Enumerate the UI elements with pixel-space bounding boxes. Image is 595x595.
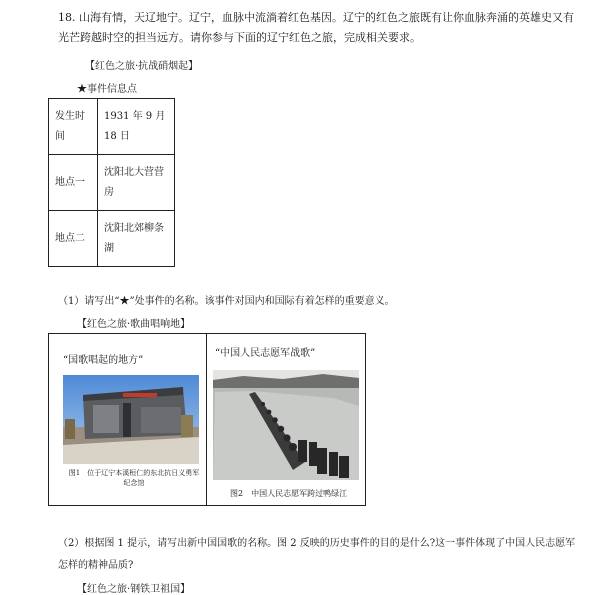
figure2-quote: “中国人民志愿军战歌”	[215, 348, 316, 359]
table-value: 沈阳北郊柳条湖	[98, 211, 175, 267]
event-info-table	[48, 98, 175, 267]
figure2-caption: 图2 中国人民志愿军跨过鸭绿江	[230, 489, 348, 498]
table-value: 沈阳北大营营房	[98, 155, 175, 211]
section-title-3: 【红色之旅·钢铁卫祖国】	[77, 584, 191, 595]
table-row	[49, 99, 175, 155]
table-value: 1931 年 9 月 18 日	[98, 99, 175, 155]
event-info-label: ★事件信息点	[77, 84, 137, 95]
river-crossing-photo	[213, 370, 359, 480]
memorial-hall-photo	[63, 375, 199, 464]
figure1-quote: “国歌唱起的地方”	[63, 355, 144, 366]
section-title-2: 【红色之旅·歌曲唱响地】	[77, 319, 191, 330]
figure-divider	[206, 333, 207, 506]
table-label: 发生时间	[49, 99, 98, 155]
question-2: （2）根据图 1 提示，请写出新中国国歌的名称。图 2 反映的历史事件的目的是什么?这一事件体现了中国人民志愿军怎样的精神品质?	[58, 538, 576, 571]
question-intro: 18. 山海有情，天辽地宁。辽宁，血脉中流淌着红色基因。辽宁的红色之旅既有让你血脉奔涌的英雄史又有光芒跨越时空的担当远方。请你参与下面的辽宁红色之旅，完成相关要求。	[58, 11, 574, 44]
table-row	[49, 211, 175, 267]
section-title-1: 【红色之旅·抗战硝烟起】	[85, 61, 199, 72]
table-row	[49, 155, 175, 211]
question-1: （1）请写出“★”处事件的名称。该事件对国内和国际有着怎样的重要意义。	[58, 296, 395, 307]
table-label: 地点二	[49, 211, 98, 267]
table-label: 地点一	[49, 155, 98, 211]
figure1-caption: 图1 位于辽宁本溪桓仁的东北抗日义勇军纪念馆	[68, 469, 200, 487]
